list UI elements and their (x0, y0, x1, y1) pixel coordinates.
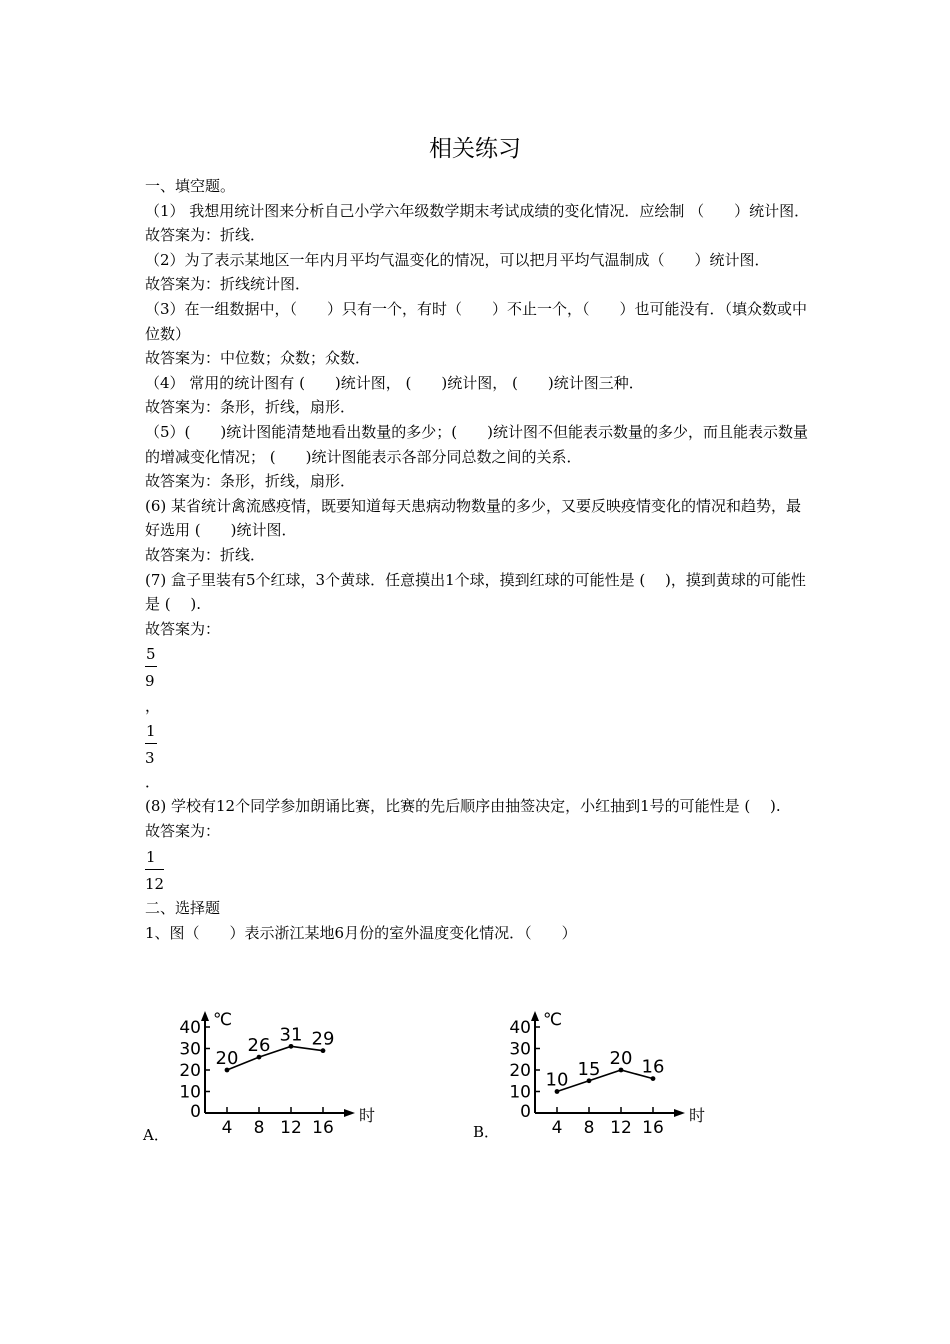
data-label: 15 (577, 1058, 601, 1080)
question-2: （2）为了表示某地区一年内月平均气温变化的情况，可以把月平均气温制成（ ）统计图． (145, 250, 770, 269)
question-4: （4） 常用的统计图有 ( )统计图， ( )统计图， ( )统计图三种． (145, 373, 644, 392)
question-6: (6) 某省统计禽流感疫情，既要知道每天患病动物数量的多少，又要反映疫情变化的情况和趋势，最好选用 ( )统计图． (145, 496, 802, 540)
y-tick-label: 20 (509, 1061, 531, 1081)
chart-option-b (492, 996, 722, 1146)
question-1: （1） 我想用统计图来分析自己小学六年级数学期末考试成绩的变化情况．应绘制 （ ）统计图． (145, 201, 810, 220)
x-axis-arrow (674, 1109, 685, 1117)
y-tick-label: 10 (179, 1082, 201, 1103)
page-title: 相关练习 (429, 136, 521, 162)
y-tick-label: 40 (509, 1018, 531, 1038)
question-5: （5）( )统计图能清楚地看出数量的多少；( )统计图不但能表示数量的多少，而且能表示数量的增减变化情况； ( )统计图能表示各部分同总数之间的关系． (145, 422, 808, 466)
answer-7-comma: ， (145, 696, 161, 715)
x-axis-arrow (344, 1109, 355, 1117)
y-tick-label: 30 (179, 1039, 201, 1060)
x-tick-label: 8 (253, 1118, 265, 1138)
y-tick-label: 10 (509, 1082, 531, 1103)
answer-7-period: ． (145, 773, 161, 792)
chart-option-a (162, 996, 392, 1146)
fraction-denominator: 3 (145, 748, 155, 767)
y-tick-label: 0 (520, 1102, 531, 1122)
answer-6: 故答案为：折线． (145, 545, 266, 564)
answer-8: 故答案为： (145, 822, 221, 841)
fraction-denominator: 12 (145, 874, 165, 893)
question-7: (7) 盒子里装有5个红球，3个黄球．任意摸出1个球，摸到红球的可能性是 ( )，摸到黄球的可能性是 ( ). (145, 570, 806, 614)
fraction-denominator: 9 (145, 672, 155, 691)
answer-1: 故答案为：折线． (145, 226, 266, 245)
answer-7: 故答案为： (145, 619, 221, 638)
y-unit-label: ℃ (543, 1010, 563, 1030)
choice-charts (140, 996, 740, 1146)
x-axis-label: 时 (689, 1106, 706, 1125)
answer-3: 故答案为：中位数；众数；众数． (145, 349, 371, 368)
question-3: （3）在一组数据中，（ ）只有一个，有时（ ）不止一个，（ ）也可能没有．（填众数或中位数） (145, 299, 808, 343)
section-heading-choice: 二、选择题 (145, 899, 221, 918)
option-b-label: B． (473, 1123, 500, 1141)
option-a-label: A． (143, 1126, 169, 1144)
y-tick-label: 30 (509, 1039, 531, 1060)
section-heading-fill-blank: 一、填空题。 (145, 177, 236, 195)
question-8: (8) 学校有12个同学参加朗诵比赛，比赛的先后顺序由抽签决定，小红抽到1号的可能性是 ( ). (145, 797, 781, 816)
fraction-numerator: 1 (145, 720, 157, 744)
data-label: 20 (215, 1048, 239, 1069)
y-tick-label: 0 (190, 1102, 201, 1122)
x-axis-label: 时 (359, 1106, 376, 1125)
answer-5: 故答案为：条形，折线，扇形． (145, 472, 356, 491)
data-label: 26 (247, 1035, 271, 1057)
y-tick-label: 20 (179, 1061, 201, 1081)
data-label: 10 (545, 1069, 569, 1091)
x-tick-label: 16 (312, 1118, 334, 1138)
y-axis-arrow (531, 1011, 539, 1021)
series-line (227, 1046, 323, 1070)
x-tick-label: 12 (280, 1118, 302, 1138)
x-tick-label: 16 (642, 1118, 664, 1138)
x-tick-label: 4 (551, 1118, 563, 1138)
document-body (145, 174, 810, 945)
fraction-numerator: 5 (145, 643, 157, 667)
y-unit-label: ℃ (213, 1010, 233, 1030)
answer-7-fraction-1 (145, 643, 810, 694)
y-tick-label: 40 (179, 1018, 201, 1038)
data-label: 16 (641, 1056, 665, 1078)
x-tick-label: 8 (583, 1118, 595, 1138)
answer-2: 故答案为：折线统计图． (145, 275, 311, 294)
choice-question-1: 1、图（ ）表示浙江某地6月份的室外温度变化情况．（ ） (145, 923, 577, 942)
x-tick-label: 4 (221, 1118, 233, 1138)
x-tick-label: 12 (610, 1118, 632, 1138)
answer-4: 故答案为：条形，折线，扇形． (145, 398, 356, 417)
fraction-numerator: 1 (145, 846, 164, 870)
data-label: 29 (311, 1028, 335, 1050)
data-label: 20 (609, 1048, 633, 1069)
y-axis-arrow (201, 1011, 209, 1021)
answer-8-fraction (145, 846, 810, 897)
data-label: 31 (279, 1024, 303, 1046)
answer-7-fraction-2 (145, 720, 810, 771)
series-line (557, 1070, 653, 1092)
